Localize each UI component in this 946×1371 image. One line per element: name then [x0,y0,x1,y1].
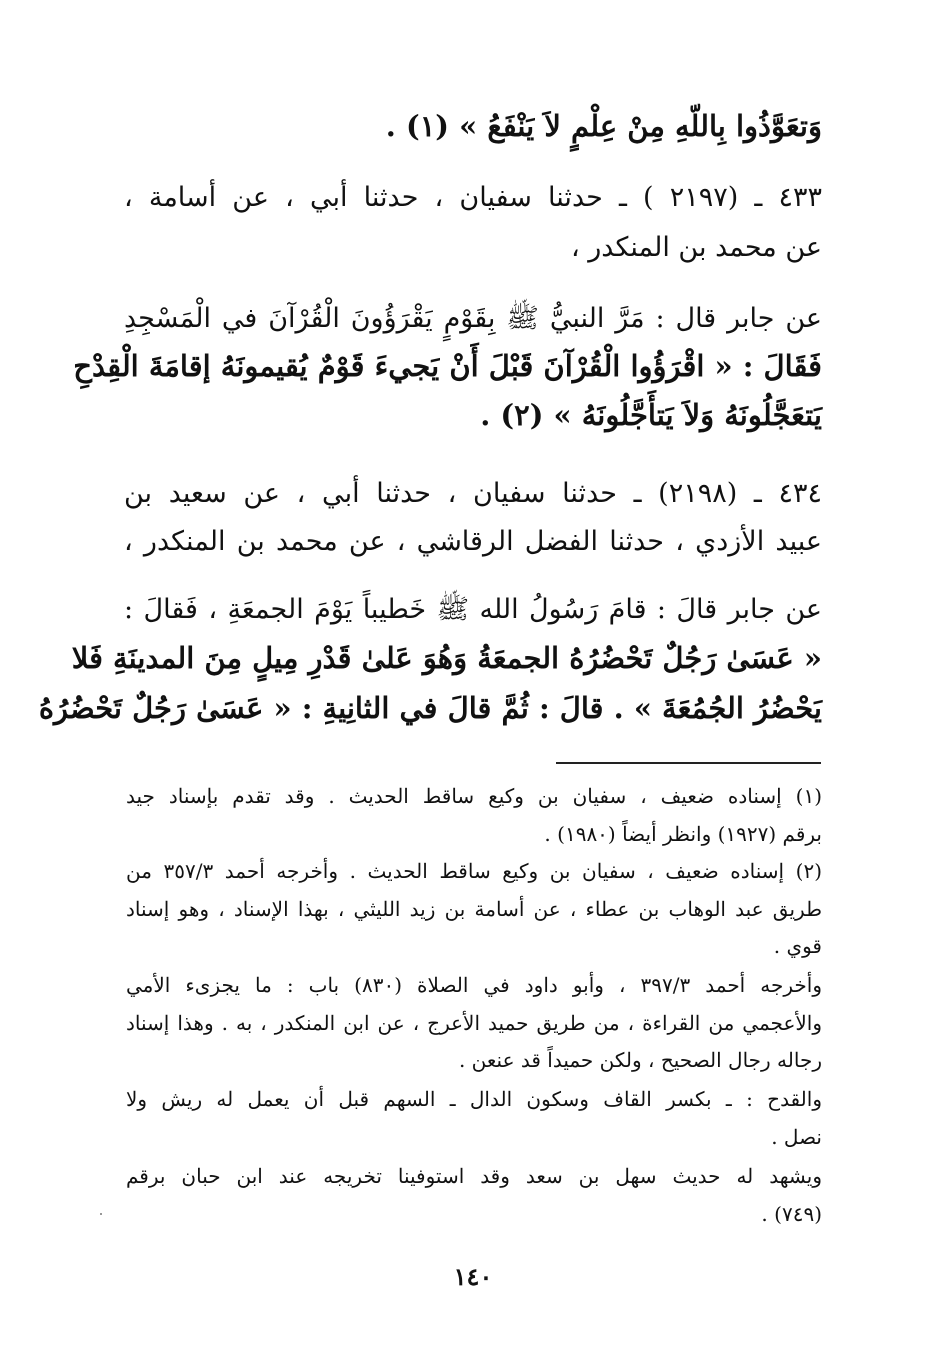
footnote-2-line-3: قوي . [773,934,822,958]
hadith-434-chain-line-2: عبيد الأزدي ، حدثنا الفضل الرقاشي ، عن محمد بن المنكدر ، [124,526,822,557]
footnote-2-para-4-line-1: ويشهد له حديث سهل بن سعد وقد استوفينا تخريجه عند ابن حبان برقم [126,1164,822,1188]
footnote-2-para-2-line-1: وأخرجه أحمد ٣٩٧/٣ ، وأبو داود في الصلاة (٨٣٠) باب : ما يجزىء الأمي [126,973,822,997]
footnote-2-para-2-line-3: رجاله رجال الصحيح ، ولكن حميداً قد عنعن . [458,1048,822,1072]
hadith-433-text-line-1: عن جابر قال : مَرَّ النبيُّ ﷺ بِقَوْمٍ يَقْرَؤُونَ الْقُرْآنَ في الْمَسْجِدِ [124,303,822,334]
footnote-2-para-3-line-1: والقدح : ـ بكسر القاف وسكون الدال ـ السهم قبل أن يعمل له ريش ولا [126,1087,822,1111]
footnote-1-line-2: برقم (١٩٢٧) وانظر أيضاً (١٩٨٠) . [544,822,822,846]
footnote-2-para-3-line-2: نصل . [771,1125,822,1149]
hadith-434-text-line-1: عن جابر قالَ : قامَ رَسُولُ الله ﷺ خَطيباً يَوْمَ الجمعَةِ ، فَقالَ : [124,594,822,625]
hadith-432-ending: وَتعَوَّذُوا بِاللّهِ مِنْ عِلْمٍ لاَ يَنْفَعُ » (١) . [385,109,822,143]
footnote-2-line-2: طريق عبد الوهاب بن عطاء ، عن أسامة بن زيد الليثي ، بهذا الإسناد ، وهو إسناد [126,897,822,921]
footnote-2-para-2-line-2: والأعجمي من القراءة ، من طريق حميد الأعرج ، عن ابن المنكدر ، به . وهذا إسناد [126,1011,822,1035]
hadith-433-text-line-3: يَتعَجَّلُونَهُ وَلاَ يَتأَجَّلُونَهُ » (٢) . [480,398,822,432]
scan-speck [100,1213,102,1215]
hadith-434-text-line-3: يَحْضُرُ الجُمُعَةَ » . قالَ : ثُمَّ قالَ في الثانِيةِ : « عَسَىٰ رَجُلٌ تَحْضُرُهُ [38,691,822,725]
hadith-433-text-line-2: فَقَالَ : « اقْرَؤُوا الْقُرْآنَ قَبْلَ أَنْ يَجيءَ قَوْمٌ يُقيمونَهُ إقامَةَ الْقِدْحِ [73,349,822,383]
hadith-434-text-line-2: « عَسَىٰ رَجُلٌ تَحْضُرُهُ الجمعَةُ وَهُوَ عَلىٰ قَدْرِ مِيلٍ مِنَ المدينَةِ فَلا [71,641,822,675]
footnote-2-line-1: (٢) إسناده ضعيف ، سفيان بن وكيع ساقط الحديث . وأخرجه أحمد ٣٥٧/٣ من [126,859,822,883]
footnote-1-line-1: (١) إسناده ضعيف ، سفيان بن وكيع ساقط الحديث . وقد تقدم بإسناد جيد [126,784,822,808]
hadith-433-chain-line-2: عن محمد بن المنكدر ، [570,232,822,263]
hadith-434-chain-line-1: ٤٣٤ ـ (٢١٩٨) ـ حدثنا سفيان ، حدثنا أبي ، عن سعيد بن [124,478,823,509]
hadith-433-chain-line-1: ٤٣٣ ـ (٢١٩٧ ) ـ حدثنا سفيان ، حدثنا أبي ، عن أسامة ، [124,182,822,213]
footnote-separator [556,762,821,764]
page-number: ١٤٠ [453,1262,493,1291]
footnote-2-para-4-line-2: (٧٤٩) . [761,1202,822,1226]
